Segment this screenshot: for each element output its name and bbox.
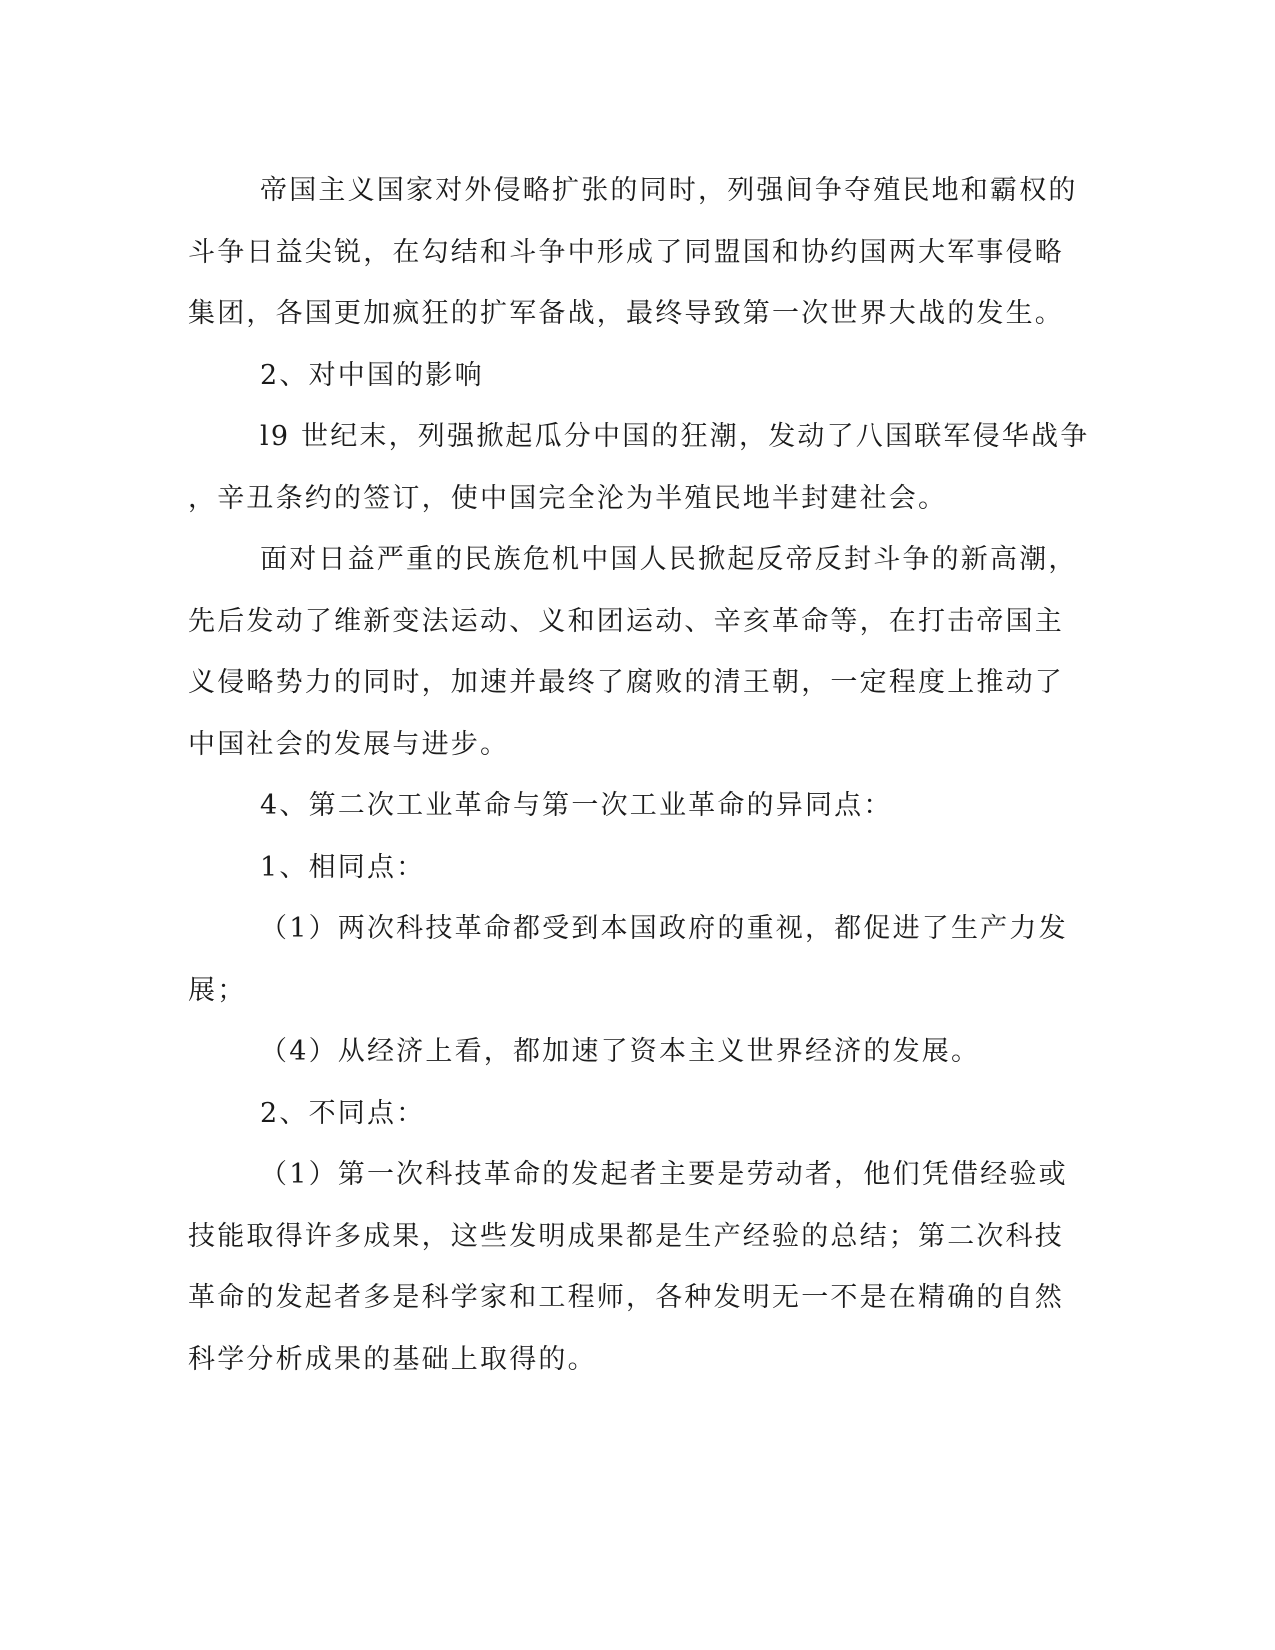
section-heading: 1、相同点： (260, 851, 426, 883)
section-heading: 2、对中国的影响 (260, 359, 484, 391)
paragraph-line: l9 世纪末，列强掀起瓜分中国的狂潮，发动了八国联军侵华战争 (260, 421, 1090, 452)
paragraph-line: 义侵略势力的同时，加速并最终了腐败的清王朝，一定程度上推动了 (188, 667, 1064, 698)
list-item-line: 技能取得许多成果，这些发明成果都是生产经验的总结；第二次科技 (188, 1220, 1064, 1252)
list-item-line: 革命的发起者多是科学家和工程师，各种发明无一不是在精确的自然 (188, 1282, 1064, 1313)
list-item-line: 展； (188, 974, 247, 1006)
section-heading: 2、不同点： (260, 1097, 426, 1129)
paragraph-line: ，辛丑条约的签订，使中国完全沦为半殖民地半封建社会。 (188, 482, 948, 514)
paragraph-line: 中国社会的发展与进步。 (188, 728, 510, 760)
list-item-line: 科学分析成果的基础上取得的。 (188, 1343, 597, 1375)
list-item-line: （1）两次科技革命都受到本国政府的重视，都促进了生产力发 (260, 913, 1068, 944)
paragraph-line: 集团，各国更加疯狂的扩军备战，最终导致第一次世界大战的发生。 (188, 298, 1064, 329)
list-item-line: （4）从经济上看，都加速了资本主义世界经济的发展。 (260, 1036, 981, 1067)
section-heading: 4、第二次工业革命与第一次工业革命的异同点： (260, 790, 893, 821)
document-body (188, 160, 1090, 1390)
paragraph-line: 斗争日益尖锐，在勾结和斗争中形成了同盟国和协约国两大军事侵略 (188, 236, 1064, 268)
paragraph-line: 帝国主义国家对外侵略扩张的同时，列强间争夺殖民地和霸权的 (260, 175, 1078, 206)
paragraph-line: 先后发动了维新变法运动、义和团运动、辛亥革命等，在打击帝国主 (188, 605, 1064, 637)
list-item-line: （1）第一次科技革命的发起者主要是劳动者，他们凭借经验或 (260, 1159, 1068, 1190)
paragraph-line: 面对日益严重的民族危机中国人民掀起反帝反封斗争的新高潮， (260, 544, 1078, 575)
